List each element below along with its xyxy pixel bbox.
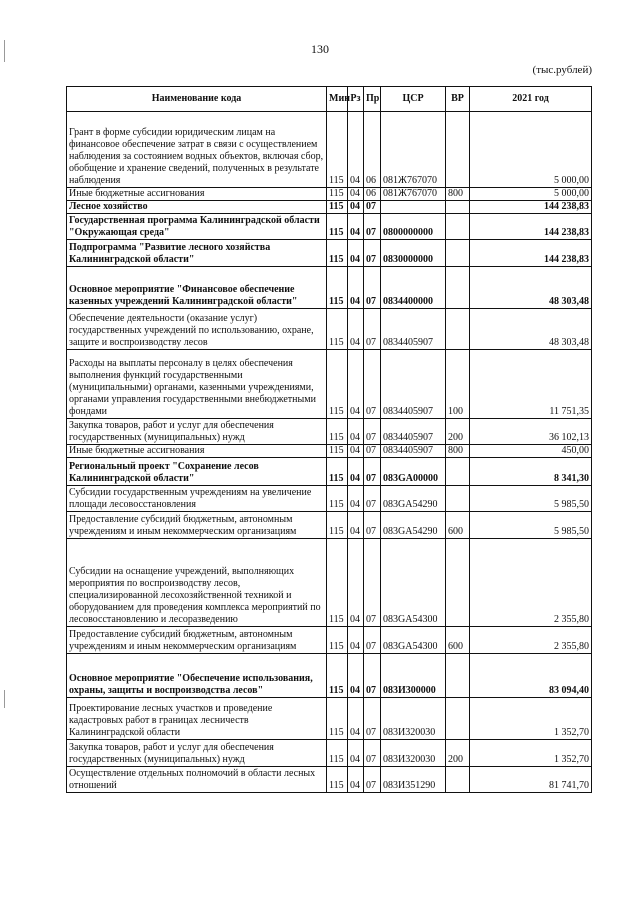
- row-vr: [446, 698, 470, 740]
- row-vr: [446, 767, 470, 793]
- table-row: [67, 201, 592, 214]
- row-name: Проектирование лесных участков и проведение кадастровых работ в границах лесничеств Калининградской области: [67, 698, 327, 740]
- row-amount: 11 751,35: [470, 350, 592, 419]
- row-rz: 04: [348, 112, 364, 188]
- row-min: 115: [327, 654, 348, 698]
- table-row: [67, 214, 592, 240]
- table-row: [67, 627, 592, 654]
- table-row: [67, 740, 592, 767]
- row-pr: 07: [364, 350, 381, 419]
- row-min: 115: [327, 512, 348, 539]
- row-min: 115: [327, 458, 348, 486]
- row-csr: 0830000000: [381, 240, 446, 267]
- row-vr: [446, 112, 470, 188]
- row-rz: 04: [348, 458, 364, 486]
- row-name: Расходы на выплаты персоналу в целях обеспечения выполнения функций государственными (муниципальными) органами, казенными учреждениями, органами управления государственными внебюджетными фондами: [67, 350, 327, 419]
- row-csr: 083GA54290: [381, 512, 446, 539]
- row-min: 115: [327, 350, 348, 419]
- row-amount: 48 303,48: [470, 309, 592, 350]
- row-rz: 04: [348, 309, 364, 350]
- row-name: Основное мероприятие "Финансовое обеспечение казенных учреждений Калининградской области": [67, 267, 327, 309]
- page-number: 130: [311, 42, 329, 56]
- row-csr: 083И300000: [381, 654, 446, 698]
- row-csr: 0834405907: [381, 309, 446, 350]
- row-rz: 04: [348, 445, 364, 458]
- row-rz: 04: [348, 419, 364, 445]
- row-pr: 07: [364, 486, 381, 512]
- row-vr: 600: [446, 627, 470, 654]
- table-row: [67, 445, 592, 458]
- row-csr: 083И320030: [381, 698, 446, 740]
- row-vr: [446, 539, 470, 627]
- units-label: (тыс.рублей): [532, 64, 592, 76]
- row-amount: 144 238,83: [470, 201, 592, 214]
- row-min: 115: [327, 309, 348, 350]
- row-name: Предоставление субсидий бюджетным, автономным учреждениям и иным некоммерческим организациям: [67, 627, 327, 654]
- row-min: 115: [327, 112, 348, 188]
- row-min: 115: [327, 486, 348, 512]
- row-min: 115: [327, 740, 348, 767]
- table-row: [67, 112, 592, 188]
- row-csr: 0834405907: [381, 445, 446, 458]
- row-min: 115: [327, 419, 348, 445]
- row-amount: 144 238,83: [470, 214, 592, 240]
- row-name: Закупка товаров, работ и услуг для обеспечения государственных (муниципальных) нужд: [67, 419, 327, 445]
- row-amount: 5 000,00: [470, 188, 592, 201]
- row-csr: 083И351290: [381, 767, 446, 793]
- row-pr: 07: [364, 698, 381, 740]
- row-csr: 083GA54300: [381, 627, 446, 654]
- row-pr: 07: [364, 201, 381, 214]
- row-rz: 04: [348, 201, 364, 214]
- row-vr: 600: [446, 512, 470, 539]
- row-amount: 5 985,50: [470, 512, 592, 539]
- row-pr: 07: [364, 309, 381, 350]
- row-csr: 0834405907: [381, 350, 446, 419]
- table-row: [67, 698, 592, 740]
- row-rz: 04: [348, 654, 364, 698]
- table-row: [67, 512, 592, 539]
- row-name: Подпрограмма "Развитие лесного хозяйства Калининградской области": [67, 240, 327, 267]
- budget-table: [66, 86, 592, 793]
- row-min: 115: [327, 201, 348, 214]
- table-body: [67, 112, 592, 793]
- header-pr: Пр: [364, 87, 381, 112]
- row-amount: 1 352,70: [470, 698, 592, 740]
- row-vr: 200: [446, 740, 470, 767]
- row-vr: [446, 486, 470, 512]
- header-min: Мин: [327, 87, 348, 112]
- row-vr: 100: [446, 350, 470, 419]
- margin-mark: [4, 690, 5, 708]
- row-vr: 200: [446, 419, 470, 445]
- row-name: Иные бюджетные ассигнования: [67, 188, 327, 201]
- header-rz: Рз: [348, 87, 364, 112]
- row-vr: 800: [446, 445, 470, 458]
- row-name: Иные бюджетные ассигнования: [67, 445, 327, 458]
- row-amount: 48 303,48: [470, 267, 592, 309]
- row-csr: 083GA54290: [381, 486, 446, 512]
- row-amount: 8 341,30: [470, 458, 592, 486]
- row-csr: 083GA54300: [381, 539, 446, 627]
- row-rz: 04: [348, 740, 364, 767]
- row-rz: 04: [348, 267, 364, 309]
- row-amount: 450,00: [470, 445, 592, 458]
- row-vr: [446, 309, 470, 350]
- row-rz: 04: [348, 627, 364, 654]
- row-min: 115: [327, 214, 348, 240]
- row-rz: 04: [348, 767, 364, 793]
- row-rz: 04: [348, 214, 364, 240]
- row-pr: 07: [364, 445, 381, 458]
- row-pr: 07: [364, 240, 381, 267]
- row-name: Государственная программа Калининградской области "Окружающая среда": [67, 214, 327, 240]
- table-row: [67, 486, 592, 512]
- row-amount: 144 238,83: [470, 240, 592, 267]
- row-pr: 07: [364, 458, 381, 486]
- row-vr: [446, 240, 470, 267]
- row-amount: 83 094,40: [470, 654, 592, 698]
- row-csr: 0800000000: [381, 214, 446, 240]
- row-name: Субсидии на оснащение учреждений, выполняющих мероприятия по воспроизводству лесов, специализированной лесохозяйственной техникой и оборудованием для проведения комплекса мероприятий по лесовосстановлению и лесоразведению: [67, 539, 327, 627]
- table-row: [67, 188, 592, 201]
- row-min: 115: [327, 698, 348, 740]
- row-rz: 04: [348, 486, 364, 512]
- row-csr: [381, 201, 446, 214]
- row-pr: 07: [364, 627, 381, 654]
- header-vr: ВР: [446, 87, 470, 112]
- row-name: Лесное хозяйство: [67, 201, 327, 214]
- row-pr: 07: [364, 419, 381, 445]
- header-name: Наименование кода: [67, 87, 327, 112]
- row-name: Грант в форме субсидии юридическим лицам на финансовое обеспечение затрат в связи с осуществлением наблюдения за состоянием водных объектов, включая сбор, обобщение и хранение сведений, полученных в результате наблюдения: [67, 112, 327, 188]
- row-min: 115: [327, 188, 348, 201]
- row-rz: 04: [348, 350, 364, 419]
- row-amount: 5 985,50: [470, 486, 592, 512]
- table-row: [67, 458, 592, 486]
- row-pr: 06: [364, 112, 381, 188]
- table-row: [67, 309, 592, 350]
- row-amount: 36 102,13: [470, 419, 592, 445]
- row-name: Региональный проект "Сохранение лесов Калининградской области": [67, 458, 327, 486]
- row-pr: 07: [364, 740, 381, 767]
- row-pr: 06: [364, 188, 381, 201]
- table-row: [67, 539, 592, 627]
- row-vr: 800: [446, 188, 470, 201]
- row-pr: 07: [364, 214, 381, 240]
- row-csr: 081Ж767070: [381, 112, 446, 188]
- table-row: [67, 267, 592, 309]
- row-name: Субсидии государственным учреждениям на увеличение площади лесовосстановления: [67, 486, 327, 512]
- row-name: Закупка товаров, работ и услуг для обеспечения государственных (муниципальных) нужд: [67, 740, 327, 767]
- row-vr: [446, 267, 470, 309]
- table-row: [67, 767, 592, 793]
- row-vr: [446, 214, 470, 240]
- row-min: 115: [327, 627, 348, 654]
- row-pr: 07: [364, 267, 381, 309]
- header-year: 2021 год: [470, 87, 592, 112]
- row-amount: 1 352,70: [470, 740, 592, 767]
- row-amount: 81 741,70: [470, 767, 592, 793]
- row-min: 115: [327, 767, 348, 793]
- row-name: Обеспечение деятельности (оказание услуг) государственных учреждений по использованию, охране, защите и воспроизводству лесов: [67, 309, 327, 350]
- row-csr: 083GA00000: [381, 458, 446, 486]
- header-csr: ЦСР: [381, 87, 446, 112]
- row-rz: 04: [348, 188, 364, 201]
- row-vr: [446, 458, 470, 486]
- row-rz: 04: [348, 539, 364, 627]
- row-min: 115: [327, 539, 348, 627]
- row-amount: 2 355,80: [470, 539, 592, 627]
- table-row: [67, 240, 592, 267]
- row-rz: 04: [348, 240, 364, 267]
- row-pr: 07: [364, 767, 381, 793]
- row-min: 115: [327, 267, 348, 309]
- row-csr: 0834405907: [381, 419, 446, 445]
- row-csr: 081Ж767070: [381, 188, 446, 201]
- table-row: [67, 654, 592, 698]
- row-min: 115: [327, 240, 348, 267]
- row-vr: [446, 654, 470, 698]
- row-name: Осуществление отдельных полномочий в области лесных отношений: [67, 767, 327, 793]
- table-row: [67, 350, 592, 419]
- row-vr: [446, 201, 470, 214]
- row-name: Основное мероприятие "Обеспечение использования, охраны, защиты и воспроизводства лесов": [67, 654, 327, 698]
- row-min: 115: [327, 445, 348, 458]
- table-header-row: [67, 87, 592, 112]
- row-name: Предоставление субсидий бюджетным, автономным учреждениям и иным некоммерческим организациям: [67, 512, 327, 539]
- row-csr: 083И320030: [381, 740, 446, 767]
- row-rz: 04: [348, 698, 364, 740]
- row-pr: 07: [364, 654, 381, 698]
- row-pr: 07: [364, 512, 381, 539]
- row-rz: 04: [348, 512, 364, 539]
- row-pr: 07: [364, 539, 381, 627]
- table-row: [67, 419, 592, 445]
- row-amount: 5 000,00: [470, 112, 592, 188]
- row-amount: 2 355,80: [470, 627, 592, 654]
- row-csr: 0834400000: [381, 267, 446, 309]
